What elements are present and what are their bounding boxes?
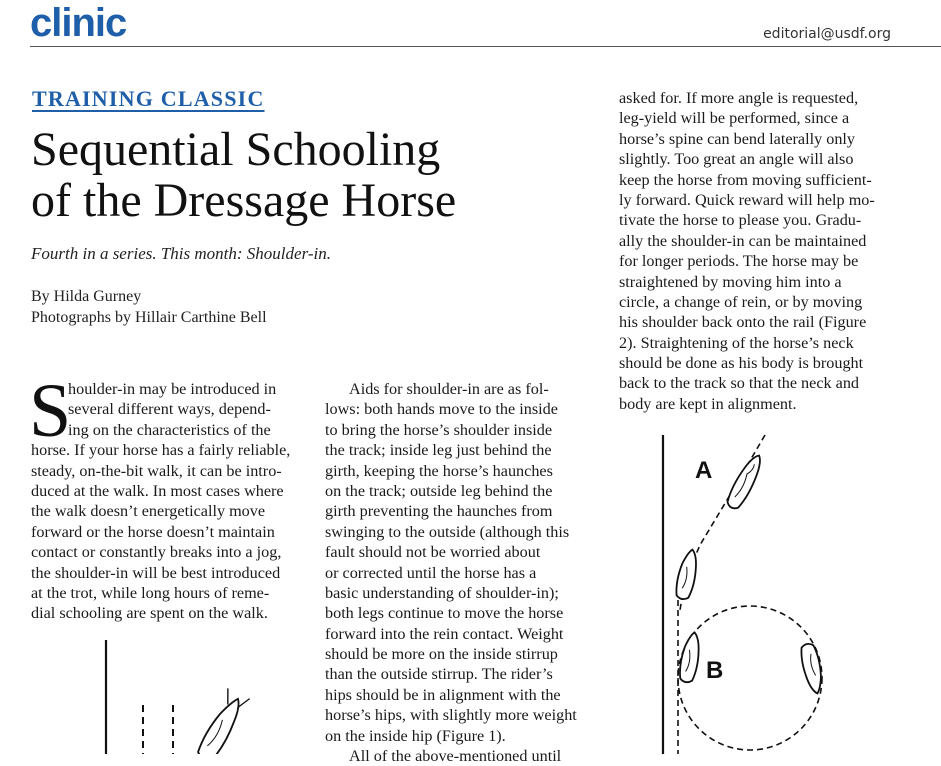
text-line: hips should be in alignment with the [325, 685, 561, 704]
text-line: steady, on-the-bit walk, it can be intro- [31, 461, 282, 480]
figure-1-diagram [95, 630, 265, 754]
text-line: at the trot, while long hours of reme- [31, 583, 270, 602]
text-line: or corrected until the horse has a [325, 563, 537, 582]
text-line: 2). Straightening of the horse’s neck [619, 333, 854, 352]
text-line: houlder-in may be introduced in [68, 380, 277, 398]
text-line: basic understanding of shoulder-in); [325, 583, 559, 602]
brand-logo: clinic [30, 1, 127, 45]
text-line: fault should not be worried about [325, 543, 541, 562]
text-line: ly forward. Quick reward will help mo- [619, 190, 875, 209]
text-line: forward into the rein contact. Weight [325, 624, 564, 643]
figure-label-a: A [695, 457, 713, 484]
horse-outline-partial [191, 687, 249, 754]
drop-cap: S [29, 369, 72, 453]
text-line: on the inside hip (Figure 1). [325, 726, 506, 745]
text-line: body are kept in alignment. [619, 394, 797, 413]
text-line: should be done as his body is brought [619, 354, 864, 373]
text-line: both legs continue to move the horse [325, 604, 564, 623]
horse-outline-rail [674, 548, 701, 601]
text-line: duced at the walk. In most cases where [31, 481, 284, 500]
text-line: dial schooling are spent on the walk. [31, 604, 268, 623]
horse-outline-a [724, 452, 766, 512]
section-kicker: TRAINING CLASSIC [32, 86, 265, 111]
text-line: the walk doesn’t energetically move [31, 502, 266, 521]
text-line: straightened by moving him into a [619, 272, 842, 291]
text-line: asked for. If more angle is requested, [619, 89, 859, 107]
text-line: swinging to the outside (although this [325, 522, 570, 541]
text-line: slightly. Too great an angle will also [619, 150, 854, 169]
headline-line-1: Sequential Schooling [31, 123, 441, 176]
text-line: the track; inside leg just behind the [325, 441, 552, 460]
text-line: contact or constantly breaks into a jog, [31, 543, 282, 562]
contact-email[interactable]: editorial@usdf.org [763, 26, 891, 42]
text-line: lows: both hands move to the inside [325, 400, 558, 419]
text-line: ally the shoulder-in can be maintained [619, 231, 867, 250]
text-line: Aids for shoulder-in are as fol- [349, 380, 549, 398]
text-line: tivate the horse to please you. Gradu- [619, 211, 862, 230]
text-line: should be more on the inside stirrup [325, 645, 558, 664]
text-line: back to the track so that the neck and [619, 374, 860, 393]
byline-block [31, 286, 267, 328]
text-line: several different ways, depend- [68, 400, 271, 419]
text-line: leg-yield will be performed, since a [619, 109, 850, 128]
headline-line-2: of the Dressage Horse [31, 174, 457, 227]
text-line: circle, a change of rein, or by moving [619, 292, 863, 311]
text-line: horse. If your horse has a fairly reliable, [31, 441, 291, 460]
text-line: to bring the horse’s shoulder inside [325, 420, 553, 439]
figure-label-b: B [706, 657, 724, 684]
body-column-2 [325, 379, 577, 766]
text-line: keep the horse from moving sufficient- [619, 170, 872, 189]
dashed-circle [678, 606, 822, 750]
text-line: girth preventing the haunches from [325, 502, 553, 521]
body-column-3 [619, 88, 875, 414]
text-line: horse’s hips, with slightly more weight [325, 706, 577, 725]
body-column-1 [31, 379, 290, 624]
header-rule [30, 46, 941, 47]
horse-outline-left [678, 631, 703, 684]
text-line: the shoulder-in will be best introduced [31, 563, 281, 582]
author-byline: By Hilda Gurney [31, 288, 142, 305]
photo-credit: Photographs by Hillair Carthine Bell [31, 309, 267, 326]
text-line: for longer periods. The horse may be [619, 252, 859, 271]
text-line: ing on the characteristics of the [68, 420, 271, 439]
text-line: on the track; outside leg behind the [325, 481, 553, 500]
article-headline [31, 124, 591, 226]
text-line: forward or the horse doesn’t maintain [31, 522, 275, 541]
article-deck: Fourth in a series. This month: Shoulder-in. [31, 244, 331, 263]
text-line: than the outside stirrup. The rider’s [325, 665, 553, 684]
text-line: his shoulder back onto the rail (Figure [619, 313, 867, 332]
figure-2-diagram [640, 430, 840, 754]
text-line: horse’s spine can bend laterally only [619, 129, 855, 148]
text-line: girth, keeping the horse’s haunches [325, 461, 553, 480]
text-line: All of the above-mentioned until [349, 747, 562, 766]
